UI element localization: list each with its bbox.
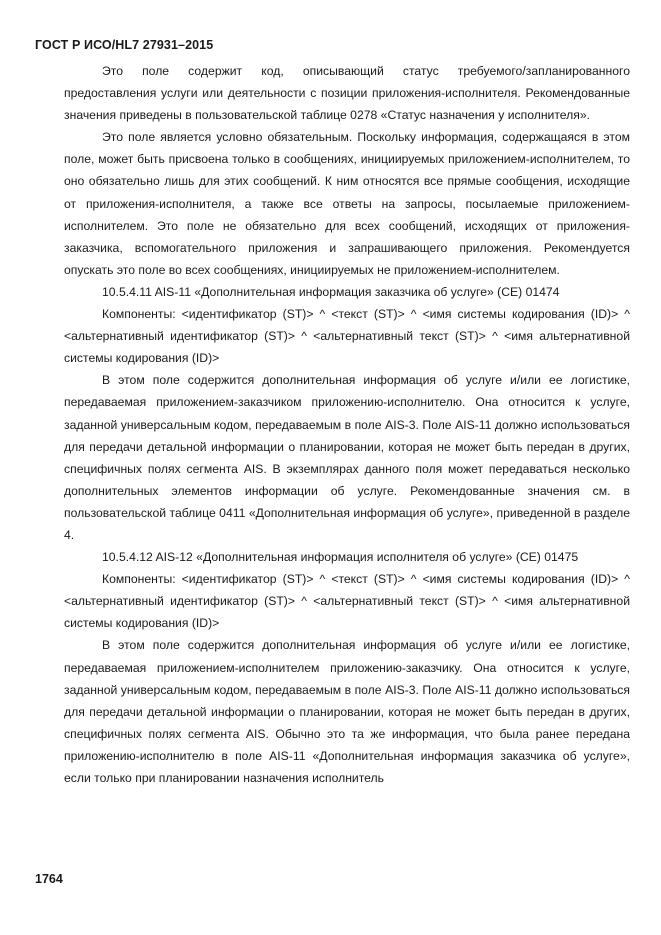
paragraph: Это поле содержит код, описывающий статус требуемого/запланированного предоставления услуги или деятельности с позиции приложения-исполнителя. Рекомендованные значения приведены в пользовательской таблице 0278 «Статус назначения у исполнителя». <box>64 64 630 123</box>
paragraph: Компоненты: <идентификатор (ST)> ^ <текст (ST)> ^ <имя системы кодирования (ID)> ^ <альтернативный идентификатор (ST)> ^ <альтернативный текст (ST)> ^ <имя альтернативной системы кодирования (ID)> <box>64 572 630 631</box>
document-body <box>64 60 630 789</box>
paragraph: Это поле является условно обязательным. Поскольку информация, содержащаяся в этом поле, может быть присвоена только в сообщениях, инициируемых приложением-исполнителем, то оно обязательно лишь для этих сообщений. К ним относятся все прямые сообщения, исходящие от приложения-исполнителя, а также все ответы на запросы, посылаемые приложением-исполнителем. Это поле не обязательно для всех сообщений, исходящих от приложения-заказчика, вспомогательного приложения и запрашивающего приложения. Рекомендуется опускать это поле во всех сообщениях, инициируемых не приложением-исполнителем. <box>64 130 630 277</box>
page-number: 1764 <box>35 872 63 886</box>
section-heading: 10.5.4.12 AIS-12 «Дополнительная информация исполнителя об услуге» (CE) 01475 <box>102 550 579 565</box>
paragraph: В этом поле содержится дополнительная информация об услуге и/или ее логистике, передаваемая приложением-исполнителем приложению-заказчику. Она относится к услуге, заданной универсальным кодом, передаваемым в поле AIS-3. Поле AIS-11 должно использоваться для передачи детальной информации о планировании, которая не может быть передан в других, специфичных полях сегмента AIS. Обычно это та же информация, что была ранее передана приложению-исполнителю в поле AIS-11 «Дополнительная информация заказчика об услуге», если только при планировании назначения исполнитель <box>64 638 630 785</box>
paragraph: Компоненты: <идентификатор (ST)> ^ <текст (ST)> ^ <имя системы кодирования (ID)> ^ <альтернативный идентификатор (ST)> ^ <альтернативный текст (ST)> ^ <имя альтернативной системы кодирования (ID)> <box>64 307 630 366</box>
section-heading: 10.5.4.11 AIS-11 «Дополнительная информация заказчика об услуге» (CE) 01474 <box>102 284 560 299</box>
standard-header: ГОСТ Р ИСО/HL7 27931–2015 <box>35 38 214 52</box>
paragraph: В этом поле содержится дополнительная информация об услуге и/или ее логистике, передаваемая приложением-заказчиком приложению-исполнителю. Она относится к услуге, заданной универсальным кодом, передаваемым в поле AIS-3. Поле AIS-11 должно использоваться для передачи детальной информации о планировании, которая не может быть передан в других, специфичных полях сегмента AIS. В экземплярах данного поля может передаваться несколько дополнительных элементов информации об услуге. Рекомендованные значения см. в пользовательской таблице 0411 «Дополнительная информация об услуге», приведенной в разделе 4. <box>64 373 630 542</box>
